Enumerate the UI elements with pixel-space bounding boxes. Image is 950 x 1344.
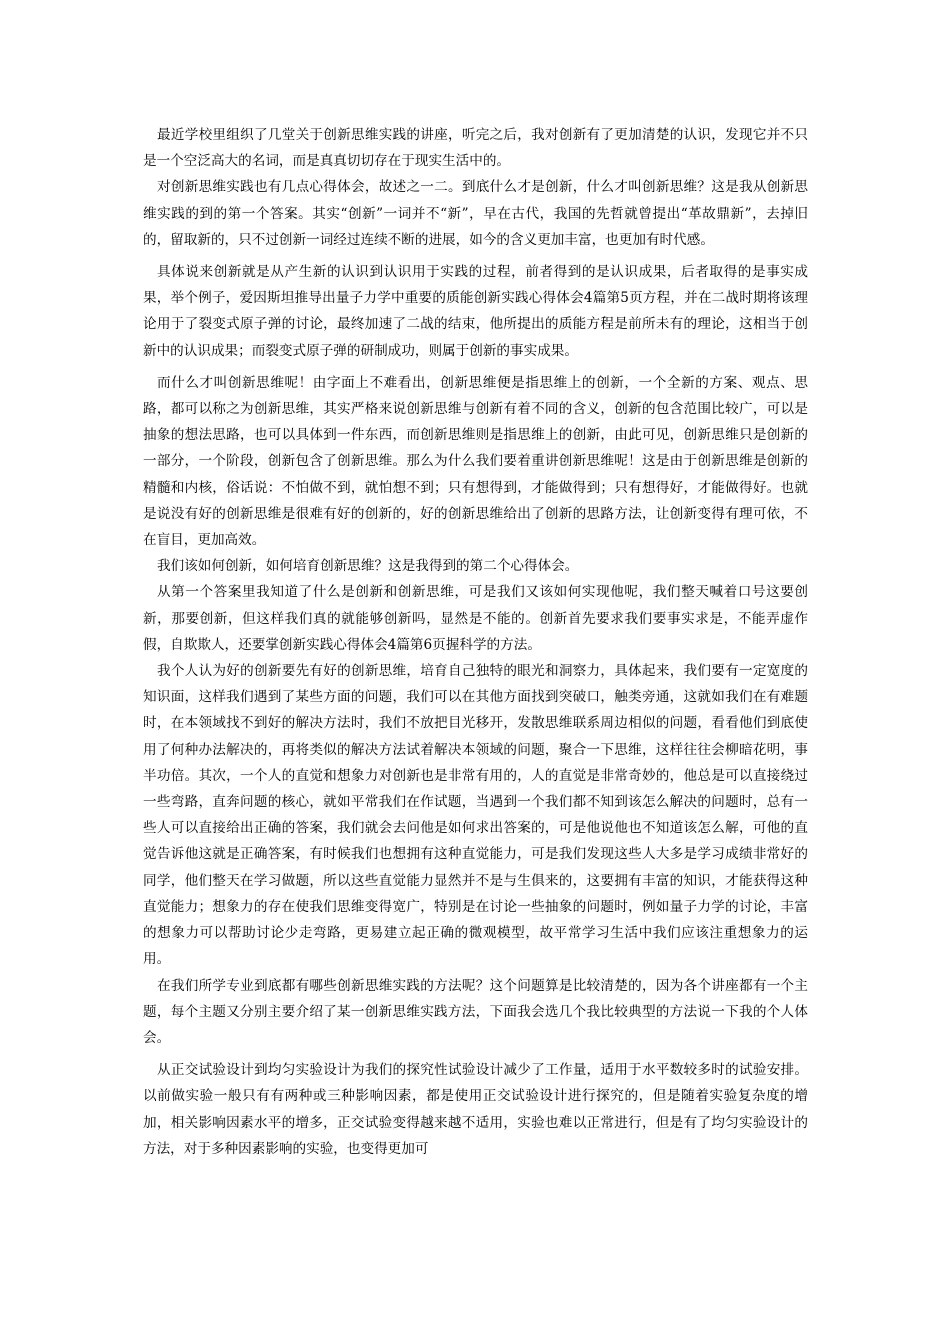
paragraph-6: 从第一个答案里我知道了什么是创新和创新思维，可是我们又该如何实现他呢，我们整天喊着口号这要创新，那要创新，但这样我们真的就能够创新吗，显然是不能的。创新首先要求我们要事实求是，不能弄虚作假，自欺欺人，还要掌创新实践心得体会4篇第6页握科学的方法。 (143, 584, 808, 653)
paragraph-1: 最近学校里组织了几堂关于创新思维实践的讲座，听完之后，我对创新有了更加清楚的认识，发现它并不只是一个空泛高大的名词，而是真真切切存在于现实生活中的。 (143, 127, 808, 170)
paragraph-3: 具体说来创新就是从产生新的认识到认识用于实践的过程，前者得到的是认识成果，后者取得的是事实成果，举个例子，爱因斯坦推导出量子力学中重要的质能创新实践心得体会4篇第5页方程，并在二战时期将该理论用于了裂变式原子弹的讨论，最终加速了二战的结束，他所提出的质能方程是前所未有的理论，这相当于创新中的认识成果；而裂变式原子弹的研制成功，则属于创新的事实成果。 (143, 264, 808, 359)
paragraph-4: 而什么才叫创新思维呢！由字面上不难看出，创新思维便是指思维上的创新，一个全新的方案、观点、思路，都可以称之为创新思维，其实严格来说创新思维与创新有着不同的含义，创新的包含范围比较广，可以是抽象的想法思路，也可以具体到一件东西，而创新思维则是指思维上的创新，由此可见，创新思维只是创新的一部分，一个阶段，创新包含了创新思维。那么为什么我们要着重讲创新思维呢！这是由于创新思维是创新的精髓和内核，俗话说：不怕做不到，就怕想不到；只有想得到，才能做得到；只有想得好，才能做得好。也就是说没有好的创新思维是很难有好的创新的，好的创新思维给出了创新的思路方法，让创新变得有理可依，不在盲目，更加高效。 (143, 374, 808, 549)
paragraph-7: 我个人认为好的创新要先有好的创新思维，培育自己独特的眼光和洞察力，具体起来，我们要有一定宽度的知识面，这样我们遇到了某些方面的问题，我们可以在其他方面找到突破口，触类旁通，这就如我们在有难题时，在本领域找不到好的解决方法时，我们不放把目光移开，发散思维联系周边相似的问题，看看他们到底使用了何种办法解决的，再将类似的解决方法试着解决本领域的问题，聚合一下思维，这样往往会柳暗花明，事半功倍。其次，一个人的直觉和想象力对创新也是非常有用的，人的直觉是非常奇妙的，他总是可以直接绕过一些弯路，直奔问题的核心，就如平常我们在作试题，当遇到一个我们都不知到该怎么解决的问题时，总有一些人可以直接给出正确的答案，我们就会去问他是如何求出答案的，可是他说他也不知道该怎么解，可他的直觉告诉他这就是正确答案，有时候我们也想拥有这种直觉能力，可是我们发现这些人大多是学习成绩非常好的同学，他们整天在学习做题，所以这些直觉能力显然并不是与生俱来的，这要拥有丰富的知识，才能获得这种直觉能力；想象力的存在使我们思维变得宽广，特别是在讨论一些抽象的问题时，例如量子力学的讨论，丰富的想象力可以帮助讨论少走弯路，更易建立起正确的微观模型，故平常学习生活中我们应该注重想象力的运用。 (143, 663, 808, 968)
document-body (143, 122, 808, 1162)
paragraph-9: 从正交试验设计到均匀实验设计为我们的探究性试验设计减少了工作量，适用于水平数较多时的试验安排。以前做实验一般只有有两种或三种影响因素，都是使用正交试验设计进行探究的，但是随着实验复杂度的增加，相关影响因素水平的增多，正交试验变得越来越不适用，实验也难以正常进行，但是有了均匀实验设计的方法，对于多种因素影响的实验，也变得更加可 (143, 1062, 808, 1157)
paragraph-5: 我们该如何创新，如何培育创新思维？这是我得到的第二个心得体会。 (157, 558, 579, 575)
paragraph-8: 在我们所学专业到底都有哪些创新思维实践的方法呢？这个问题算是比较清楚的，因为各个讲座都有一个主题，每个主题又分别主要介绍了某一创新思维实践方法，下面我会选几个我比较典型的方法说一下我的个人体会。 (143, 977, 808, 1046)
paragraph-2: 对创新思维实践也有几点心得体会，故述之一二。到底什么才是创新，什么才叫创新思维？这是我从创新思维实践的到的第一个答案。其实“创新”一词并不“新”，早在古代，我国的先哲就曾提出“革故鼎新”，去掉旧的，留取新的，只不过创新一词经过连续不断的进展，如今的含义更加丰富，也更加有时代感。 (143, 179, 808, 248)
